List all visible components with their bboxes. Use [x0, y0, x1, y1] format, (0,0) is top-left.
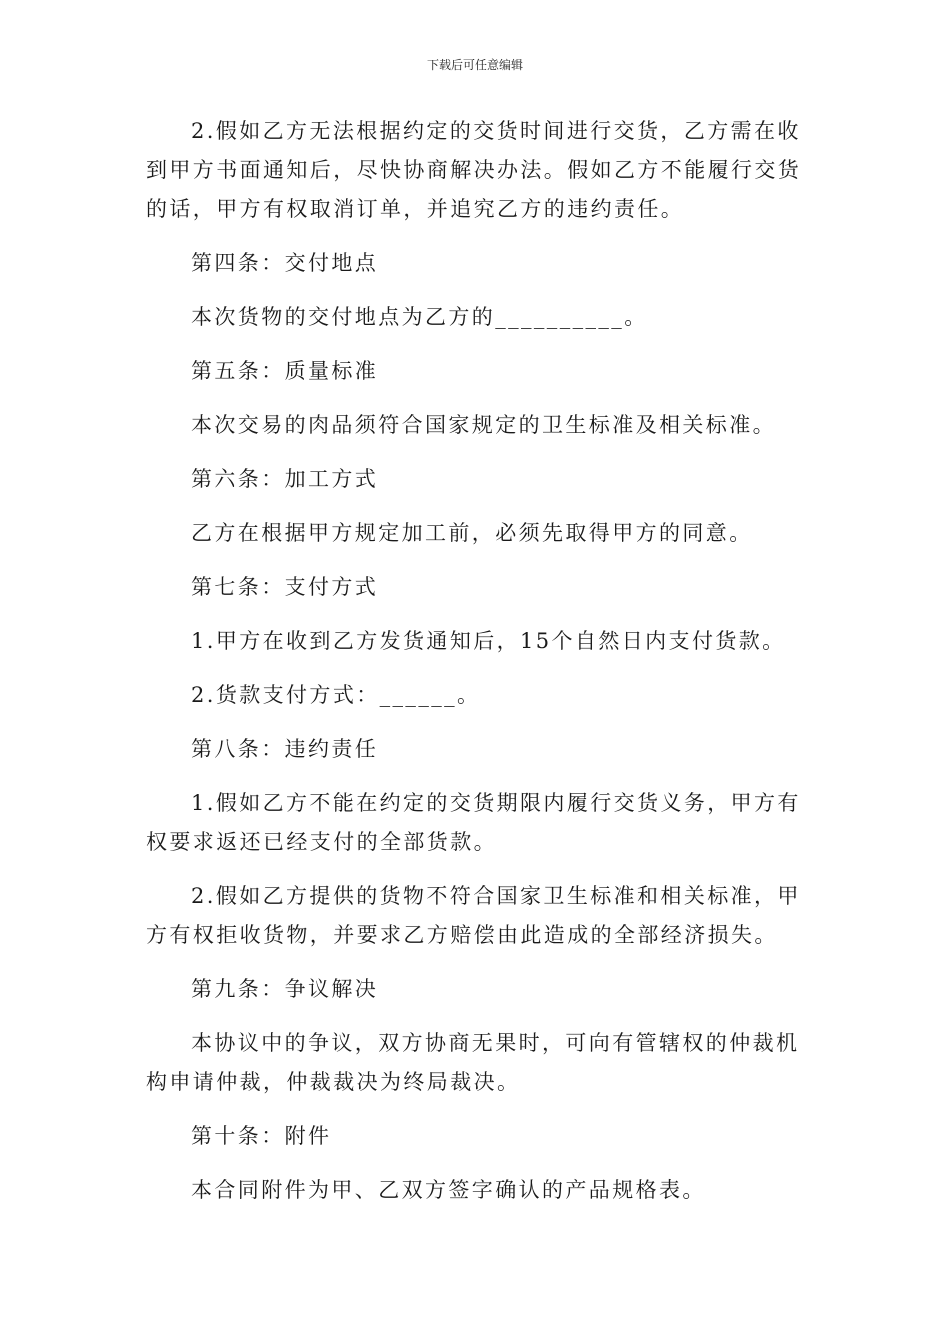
article-10-heading: 第十条：附件: [191, 1124, 332, 1148]
article-5-text: 本次交易的肉品须符合国家规定的卫生标准及相关标准。: [191, 413, 776, 437]
article-4-text: 本次货物的交付地点为乙方的__________。: [191, 305, 648, 329]
article-7-heading: 第七条：支付方式: [191, 575, 379, 599]
document-body: [146, 112, 810, 1225]
article-8-heading: 第八条：违约责任: [191, 737, 379, 761]
page-header-note: 下载后可任意编辑: [426, 58, 523, 72]
article-10-text: 本合同附件为甲、乙双方签字确认的产品规格表。: [191, 1178, 706, 1202]
article-6-text: 乙方在根据甲方规定加工前，必须先取得甲方的同意。: [191, 521, 753, 545]
article-5-heading: 第五条：质量标准: [191, 359, 379, 383]
article-4-heading: 第四条：交付地点: [191, 251, 379, 275]
article-7-item-1: 1.甲方在收到乙方发货通知后，15个自然日内支付货款。: [191, 629, 786, 653]
article-9-heading: 第九条：争议解决: [191, 977, 379, 1001]
clause-3-item-2: 2.假如乙方无法根据约定的交货时间进行交货，乙方需在收到甲方书面通知后，尽快协商解决办法。假如乙方不能履行交货的话，甲方有权取消订单，并追究乙方的违约责任。: [146, 119, 802, 221]
article-7-item-2: 2.货款支付方式：______。: [191, 683, 481, 707]
article-6-heading: 第六条：加工方式: [191, 467, 379, 491]
article-8-item-1: 1.假如乙方不能在约定的交货期限内履行交货义务，甲方有权要求返还已经支付的全部货款。: [146, 791, 801, 854]
article-8-item-2: 2.假如乙方提供的货物不符合国家卫生标准和相关标准，甲方有权拒收货物，并要求乙方赔偿由此造成的全部经济损失。: [146, 884, 801, 947]
article-9-text: 本协议中的争议，双方协商无果时，可向有管辖权的仲裁机构申请仲裁，仲裁裁决为终局裁决。: [146, 1031, 800, 1094]
